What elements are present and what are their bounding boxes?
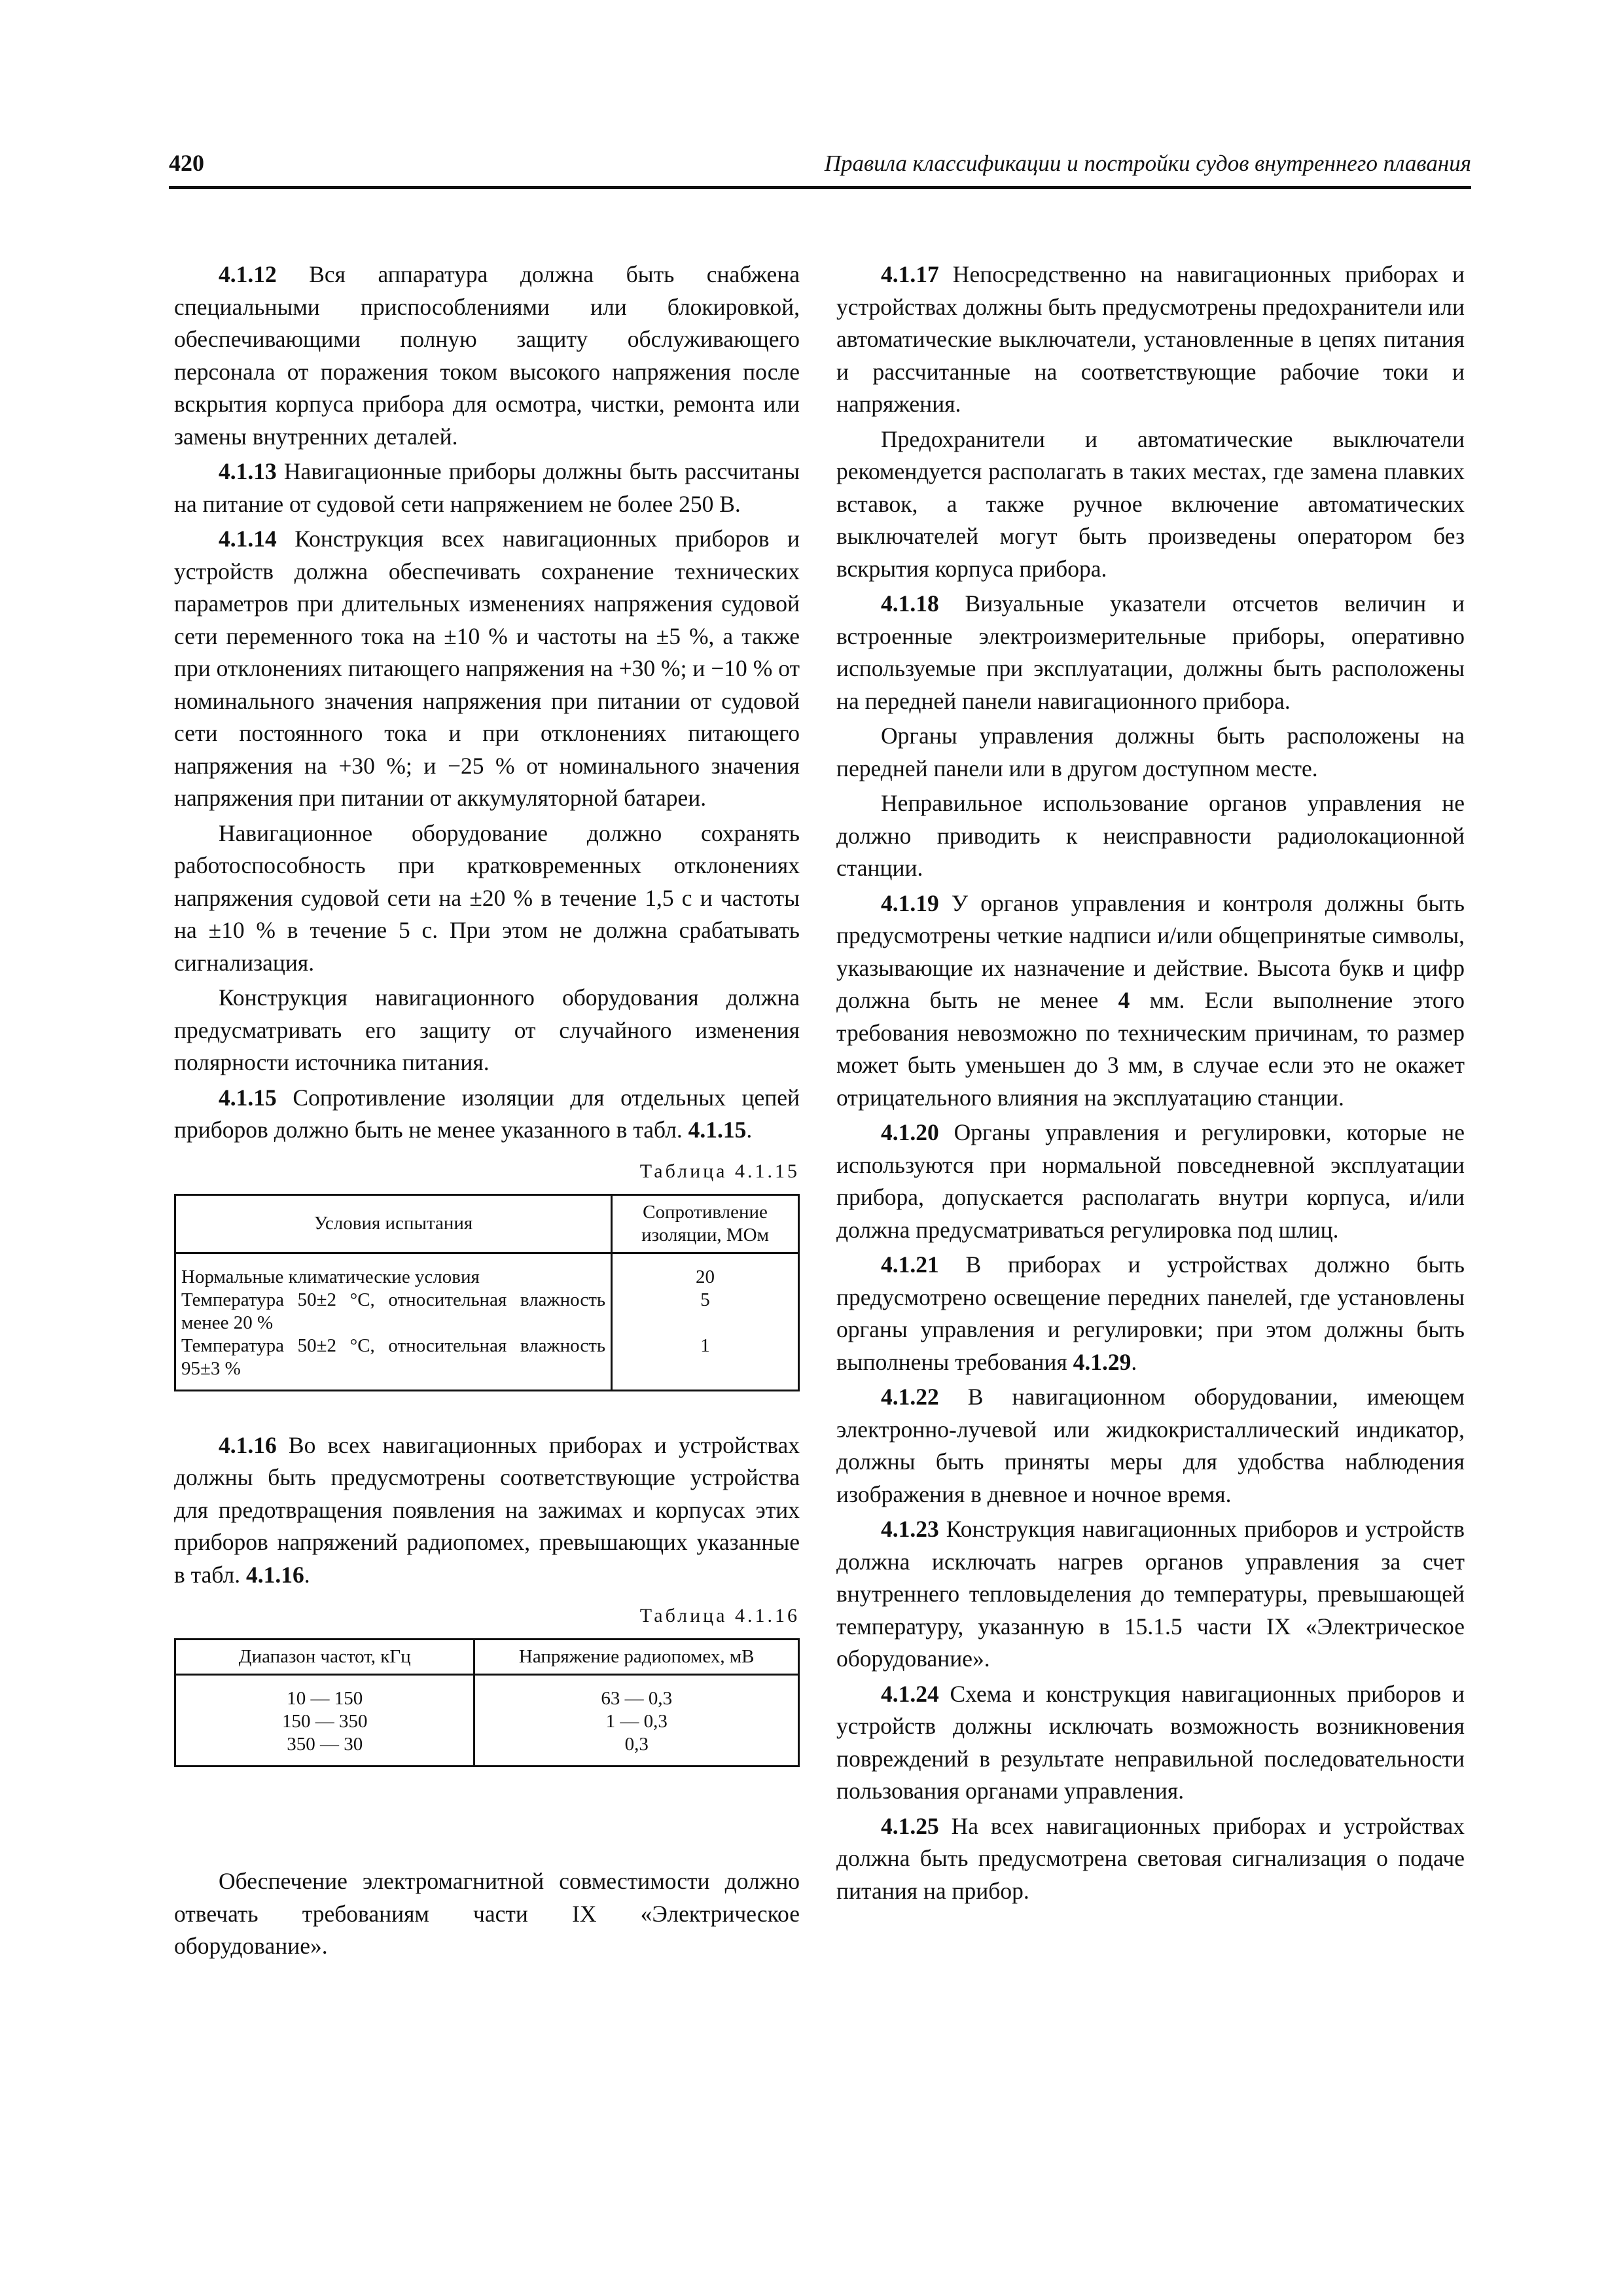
clause-number: 4.1.18 — [881, 590, 939, 617]
clause-4-1-14 — [174, 523, 800, 815]
clause-text: Конструкция навигационных приборов и устройств должна исключать нагрев органов управления за счет внутреннего тепловыделения до температуры, превышающей температуру, указанную в 15.1.5 части IX «Электрическое оборудование». — [836, 1516, 1465, 1672]
paragraph-controls-misuse: Неправильное использование органов управления не должно приводить к неисправности радиолокационной станции. — [836, 790, 1465, 881]
clause-4-1-13 — [174, 456, 800, 520]
clause-number: 4.1.14 — [219, 526, 277, 552]
clause-text: Конструкция всех навигационных приборов и устройств должна обеспечивать сохранение технических параметров при длительных изменениях напряжения судовой сети переменного тока на ±10 % и частоты на ±5 %, а также при отклонениях питающего напряжения на +30 %; и −10 % от номинального значения напряжения при питании от судовой сети постоянного тока и при отклонениях питающего напряжения на +30 %; и −25 % от номинального значения напряжения при питании от аккумуляторной батареи. — [174, 526, 800, 811]
clause-tail: мм. Если выполнение этого требования невозможно по техническим причинам, то размер может быть уменьшен до 3 мм, в случае если это не окажет отрицательного влияния на эксплуатацию станции. — [836, 987, 1465, 1111]
clause-4-1-18 — [836, 588, 1465, 717]
table-row — [175, 1675, 799, 1711]
page-header — [169, 145, 1471, 189]
clause-4-1-20 — [836, 1117, 1465, 1246]
table-cell: Температура 50±2 °С, относительная влажность 95±3 % — [175, 1335, 612, 1391]
clause-text: Сопротивление изоляции для отдельных цепей приборов должно быть не менее указанного в табл. — [174, 1084, 800, 1143]
clause-text: Органы управления и регулировки, которые не используются при нормальной повседневной эксплуатации прибора, допускается располагать внутри корпуса, и/или должна предусматриваться регулировка под шлиц. — [836, 1119, 1465, 1243]
column-header: Диапазон частот, кГц — [175, 1640, 474, 1675]
clause-number: 4.1.24 — [881, 1680, 939, 1707]
page-number: 420 — [169, 150, 204, 176]
table-header-row — [175, 1640, 799, 1675]
clause-number: 4.1.17 — [881, 261, 939, 287]
column-header: Напряжение радиопомех, мВ — [474, 1640, 799, 1675]
bold-value: 4 — [1118, 987, 1130, 1013]
table-cell: 63 — 0,3 — [474, 1675, 799, 1711]
table-cell: 350 — 30 — [175, 1733, 474, 1767]
column-header: Сопротивление изоляции, МОм — [612, 1194, 799, 1253]
clause-number: 4.1.22 — [881, 1384, 939, 1410]
clause-number: 4.1.21 — [881, 1251, 939, 1278]
table-header-row — [175, 1194, 799, 1253]
table-row — [175, 1733, 799, 1767]
table-cell: 1 — 0,3 — [474, 1710, 799, 1733]
clause-number: 4.1.13 — [219, 458, 277, 484]
clause-tail: . — [304, 1561, 310, 1588]
paragraph-fuses: Предохранители и автоматические выключатели рекомендуется располагать в таких местах, где замена плавких вставок, а также ручное включение автоматических выключателей могут быть произведены оператором без вскрытия корпуса прибора. — [836, 425, 1465, 582]
clause-reference: 4.1.29 — [1073, 1348, 1132, 1375]
paragraph-voltage-deviation: Навигационное оборудование должно сохранять работоспособность при кратковременных отклонениях напряжения судовой сети на ±20 % в течение 1,5 с и частоты на ±10 % в течение 5 с. При этом не должна срабатывать сигнализация. — [174, 819, 800, 976]
right-column — [836, 259, 1465, 1910]
clause-4-1-25 — [836, 1810, 1465, 1908]
running-title: Правила классификации и постройки судов внутреннего плавания — [824, 151, 1471, 176]
paragraph-polarity: Конструкция навигационного оборудования должна предусматривать его защиту от случайного изменения полярности источника питания. — [174, 984, 800, 1075]
table-reference: 4.1.16 — [245, 1561, 304, 1588]
paragraph-emc: Обеспечение электромагнитной совместимости должно отвечать требованиям части IX «Электрическое оборудование». — [174, 1868, 800, 1959]
table-reference: 4.1.15 — [688, 1117, 747, 1143]
clause-tail: . — [746, 1117, 753, 1143]
table-cell: 5 — [612, 1289, 799, 1335]
clause-text: Визуальные указатели отсчетов величин и встроенные электроизмерительные приборы, оперативно используемые при эксплуатации, должны быть расположены на передней панели навигационного прибора. — [836, 590, 1465, 714]
clause-text: Во всех навигационных приборах и устройствах должны быть предусмотрены соответствующие устройства для предотвращения появления на зажимах и корпусах этих приборов напряжений радиопомех, превышающих указанные в табл. — [174, 1431, 800, 1588]
clause-text: В навигационном оборудовании, имеющем электронно-лучевой или жидкокристаллический индикатор, должны быть приняты меры для удобства наблюдения изображения в дневное и ночное время. — [836, 1384, 1465, 1507]
clause-text: На всех навигационных приборах и устройствах должна быть предусмотрена световая сигнализация о подаче питания на прибор. — [836, 1812, 1465, 1904]
clause-number: 4.1.12 — [219, 261, 277, 287]
clause-text: Навигационные приборы должны быть рассчитаны на питание от судовой сети напряжением не более 250 В. — [174, 458, 800, 517]
table-cell: 10 — 150 — [175, 1675, 474, 1711]
table-caption: Таблица 4.1.15 — [639, 1160, 800, 1182]
table-row — [175, 1253, 799, 1289]
clause-number: 4.1.25 — [881, 1812, 939, 1839]
left-column — [174, 259, 800, 1965]
table-row — [175, 1289, 799, 1335]
table-cell: 0,3 — [474, 1733, 799, 1767]
clause-tail: . — [1131, 1348, 1137, 1375]
table-caption: Таблица 4.1.16 — [639, 1605, 800, 1626]
clause-4-1-22 — [836, 1381, 1465, 1511]
clause-text: В приборах и устройствах должно быть предусмотрено освещение передних панелей, где установлены органы управления и регулировки; при этом должны быть выполнены требования — [836, 1251, 1465, 1375]
clause-number: 4.1.19 — [881, 889, 939, 916]
paragraph-controls-location: Органы управления должны быть расположены на передней панели или в другом доступном месте. — [836, 723, 1465, 781]
table-cell: Нормальные климатические условия — [175, 1253, 612, 1289]
clause-text: Схема и конструкция навигационных приборов и устройств должны исключать возможность возникновения повреждений в результате неправильной последовательности пользования органами управления. — [836, 1680, 1465, 1804]
clause-number: 4.1.15 — [219, 1084, 277, 1111]
table-cell: 20 — [612, 1253, 799, 1289]
clause-text: Вся аппаратура должна быть снабжена специальными приспособлениями или блокировкой, обеспечивающими полную защиту обслуживающего персонала от поражения током высокого напряжения после вскрытия корпуса прибора для осмотра, чистки, ремонта или замены внутренних деталей. — [174, 261, 800, 450]
clause-4-1-16 — [174, 1429, 800, 1592]
clause-4-1-23 — [836, 1513, 1465, 1676]
table-cell: 1 — [612, 1335, 799, 1391]
insulation-resistance-table — [174, 1194, 800, 1391]
clause-number: 4.1.20 — [881, 1119, 939, 1145]
clause-text: Непосредственно на навигационных приборах и устройствах должны быть предусмотрены предохранители или автоматические выключатели, установленные в цепях питания и рассчитанные на соответствующие рабочие токи и напряжения. — [836, 261, 1465, 417]
clause-number: 4.1.23 — [881, 1516, 939, 1542]
column-header: Условия испытания — [175, 1194, 612, 1253]
clause-4-1-19 — [836, 888, 1465, 1115]
clause-4-1-15 — [174, 1082, 800, 1147]
table-cell: Температура 50±2 °С, относительная влажность менее 20 % — [175, 1289, 612, 1335]
table-row — [175, 1335, 799, 1391]
clause-text: У органов управления и контроля должны быть предусмотрены четкие надписи и/или общепринятые символы, указывающие их назначение и действие. Высота букв и цифр должна быть не менее — [836, 889, 1465, 1013]
clause-4-1-21 — [836, 1249, 1465, 1378]
radio-interference-table — [174, 1638, 800, 1767]
table-cell: 150 — 350 — [175, 1710, 474, 1733]
clause-4-1-12 — [174, 259, 800, 453]
clause-4-1-17 — [836, 259, 1465, 421]
clause-4-1-24 — [836, 1678, 1465, 1808]
table-row — [175, 1710, 799, 1733]
clause-number: 4.1.16 — [219, 1431, 277, 1458]
